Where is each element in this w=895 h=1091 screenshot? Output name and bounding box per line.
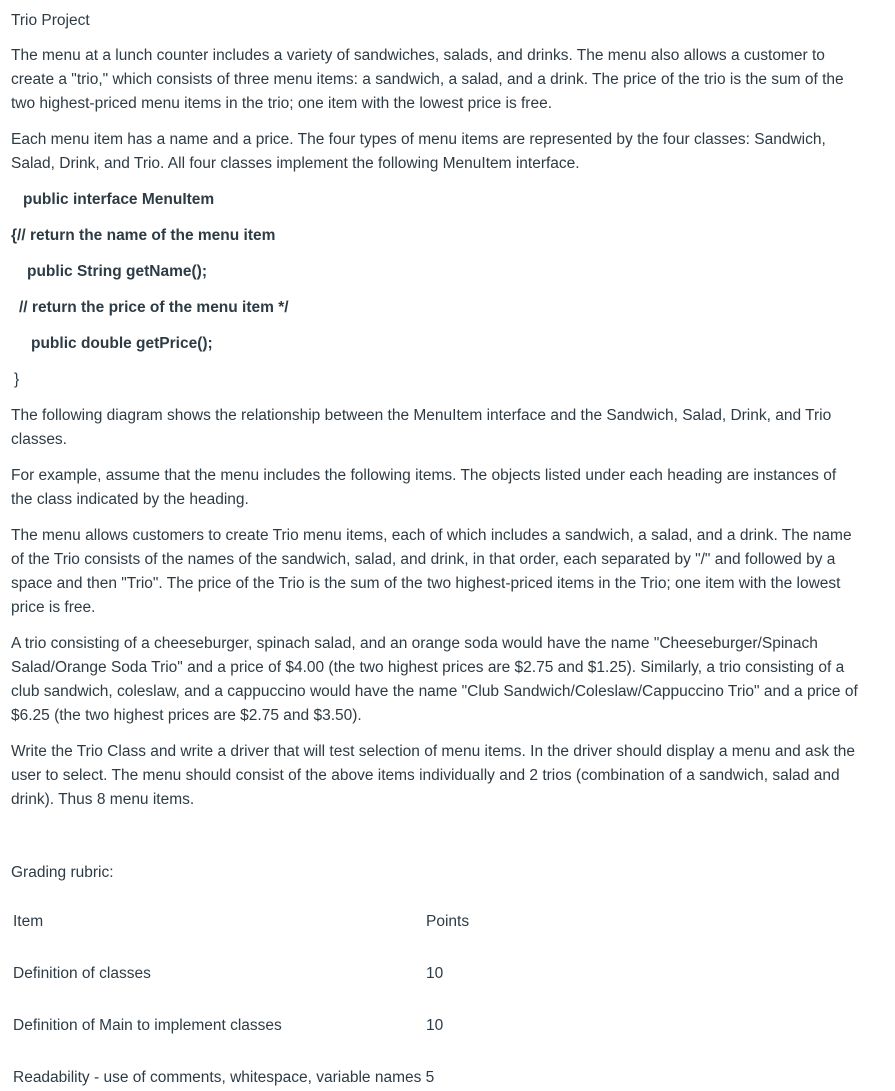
intro-paragraph: The menu at a lunch counter includes a variety of sandwiches, salads, and drinks. The menu also allows a customer to create a "trio," which consists of three menu items: a sandwich, a salad, and a drink. The price of the trio is the sum of the two highest-priced menu items in the trio; one item with the lowest price is free. xyxy=(11,47,844,112)
classes-paragraph: Each menu item has a name and a price. The four types of menu items are represented by the four classes: Sandwich, Salad, Drink, and Trio. All four classes implement the following MenuItem interface. xyxy=(11,131,826,172)
rubric-row-points: 10 xyxy=(426,965,444,982)
rubric-row-item: Definition of classes xyxy=(13,965,151,982)
diagram-paragraph: The following diagram shows the relationship between the MenuItem interface and the Sandwich, Salad, Drink, and Trio classes. xyxy=(11,407,832,448)
code-line-interface: public interface MenuItem xyxy=(23,191,215,208)
code-line-getname: public String getName(); xyxy=(27,263,207,280)
rubric-row-item: Readability - use of comments, whitespace, variable names 5 xyxy=(13,1069,435,1086)
code-line-close-brace: } xyxy=(14,371,20,388)
rubric-row-item: Definition of Main to implement classes xyxy=(13,1017,282,1034)
code-line-comment-price: // return the price of the menu item */ xyxy=(19,299,289,316)
rubric-header-item: Item xyxy=(13,913,44,930)
code-line-comment-name: {// return the name of the menu item xyxy=(11,227,276,244)
rubric-title: Grading rubric: xyxy=(11,864,114,881)
trio-menu-paragraph: The menu allows customers to create Trio menu items, each of which includes a sandwich, a salad, and a drink. The name of the Trio consists of the names of the sandwich, salad, and drink, in that order, each separated by "/" and followed by a space and then "Trio". The price of the Trio is the sum of the two highest-priced items in the Trio; one item with the lowest price is free. xyxy=(11,527,852,616)
rubric-row xyxy=(13,963,613,985)
page-title: Trio Project xyxy=(11,12,90,29)
code-line-getprice: public double getPrice(); xyxy=(31,335,213,352)
example-paragraph: For example, assume that the menu includes the following items. The objects listed under each heading are instances of the class indicated by the heading. xyxy=(11,467,837,508)
rubric-row-points: 10 xyxy=(426,1017,444,1034)
rubric-row xyxy=(13,1067,613,1089)
rubric-row xyxy=(13,1015,613,1037)
rubric-header-row xyxy=(13,911,613,933)
assignment-paragraph: Write the Trio Class and write a driver that will test selection of menu items. In the driver should display a menu and ask the user to select. The menu should consist of the above items individually and 2 trios (combination of a sandwich, salad and drink). Thus 8 menu items. xyxy=(11,743,855,808)
rubric-header-points: Points xyxy=(426,913,470,930)
trio-example-paragraph: A trio consisting of a cheeseburger, spinach salad, and an orange soda would have the name "Cheeseburger/Spinach Salad/Orange Soda Trio" and a price of $4.00 (the two highest prices are $2.75 and $1.25). Similarly, a trio consisting of a club sandwich, coleslaw, and a cappuccino would have the name "Club Sandwich/Coleslaw/Cappuccino Trio" and a price of $6.25 (the two highest prices are $2.75 and $3.50). xyxy=(11,635,858,724)
